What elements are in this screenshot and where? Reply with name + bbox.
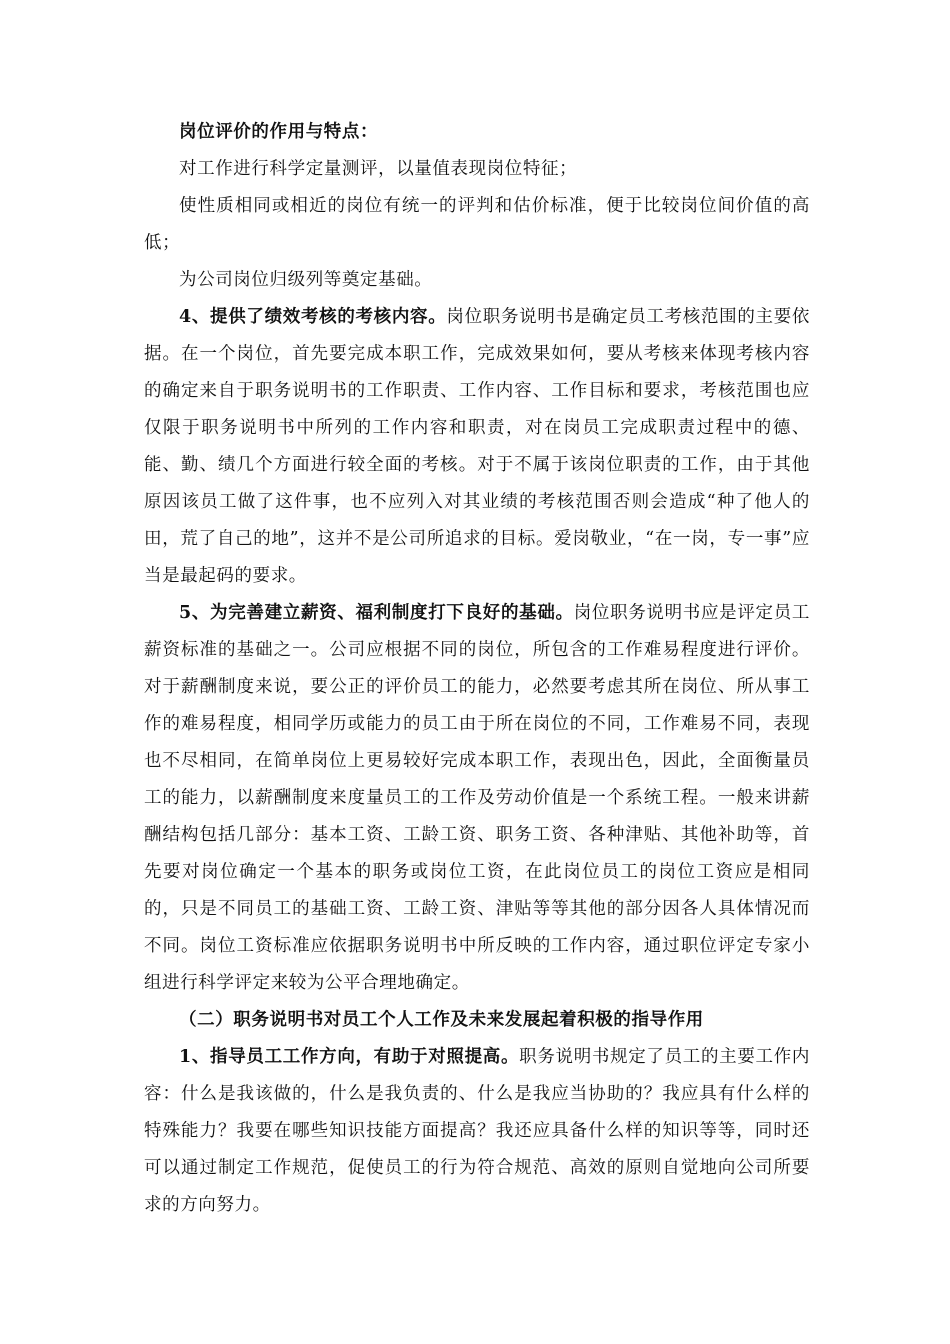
paragraph-text: 岗位职务说明书是确定员工考核范围的主要依据。在一个岗位，首先要完成本职工作，完成效果如何，要从考核来体现考核内容的确定来自于职务说明书的工作职责、工作内容、工作目标和要求，考核范围也应仅限于职务说明书中所列的工作内容和职责，对在岗员工完成职责过程中的德、能、勤、绩几个方面进行较全面的考核。对于不属于该岗位职责的工作，由于其他原因该员工做了这件事，也不应列入对其业绩的考核范围否则会造成“种了他人的田，荒了自己的地”，这并不是公司所追求的目标。爱岗敬业，“在一岗，专一事”应当是最起码的要求。: [144, 307, 810, 586]
paragraph-text: 对工作进行科学定量测评，以量值表现岗位特征；: [179, 159, 578, 179]
paragraph-evaluation-point-1: [144, 151, 810, 188]
paragraph-evaluation-point-2: [144, 188, 810, 262]
section-heading: （二）职务说明书对员工个人工作及未来发展起着积极的指导作用: [179, 1010, 704, 1030]
paragraph-text: 使性质相同或相近的岗位有统一的评判和估价标准，便于比较岗位间价值的高低；: [144, 196, 810, 253]
paragraph-performance-appraisal: [144, 299, 810, 595]
document-page: [144, 114, 810, 1224]
paragraph-bold-lead: 1、指导员工工作方向，有助于对照提高。: [179, 1047, 520, 1067]
paragraph-salary-welfare: [144, 595, 810, 1002]
paragraph-bold-lead: 岗位评价的作用与特点：: [179, 122, 379, 142]
paragraph-evaluation-heading: [144, 114, 810, 151]
paragraph-guide-direction: [144, 1039, 810, 1224]
paragraph-evaluation-point-3: [144, 262, 810, 299]
paragraph-bold-lead: 4、提供了绩效考核的考核内容。: [179, 307, 447, 327]
paragraph-text: 为公司岗位归级列等奠定基础。: [179, 270, 433, 290]
paragraph-text: 职务说明书规定了员工的主要工作内容：什么是我该做的，什么是我负责的、什么是我应当协助的？我应具有什么样的特殊能力？我要在哪些知识技能方面提高？我还应具备什么样的知识等等，同时还可以通过制定工作规范，促使员工的行为符合规范、高效的原则自觉地向公司所要求的方向努力。: [144, 1047, 810, 1215]
paragraph-bold-lead: 5、为完善建立薪资、福利制度打下良好的基础。: [179, 603, 574, 623]
paragraph-text: 岗位职务说明书应是评定员工薪资标准的基础之一。公司应根据不同的岗位，所包含的工作难易程度进行评价。对于薪酬制度来说，要公正的评价员工的能力，必然要考虑其所在岗位、所从事工作的难易程度，相同学历或能力的员工由于所在岗位的不同，工作难易不同，表现也不尽相同，在简单岗位上更易较好完成本职工作，表现出色，因此，全面衡量员工的能力，以薪酬制度来度量员工的工作及劳动价值是一个系统工程。一般来讲薪酬结构包括几部分：基本工资、工龄工资、职务工资、各种津贴、其他补助等，首先要对岗位确定一个基本的职务或岗位工资，在此岗位员工的岗位工资应是相同的，只是不同员工的基础工资、工龄工资、津贴等等其他的部分因各人具体情况而不同。岗位工资标准应依据职务说明书中所反映的工作内容，通过职位评定专家小组进行科学评定来较为公平合理地确定。: [144, 603, 810, 993]
